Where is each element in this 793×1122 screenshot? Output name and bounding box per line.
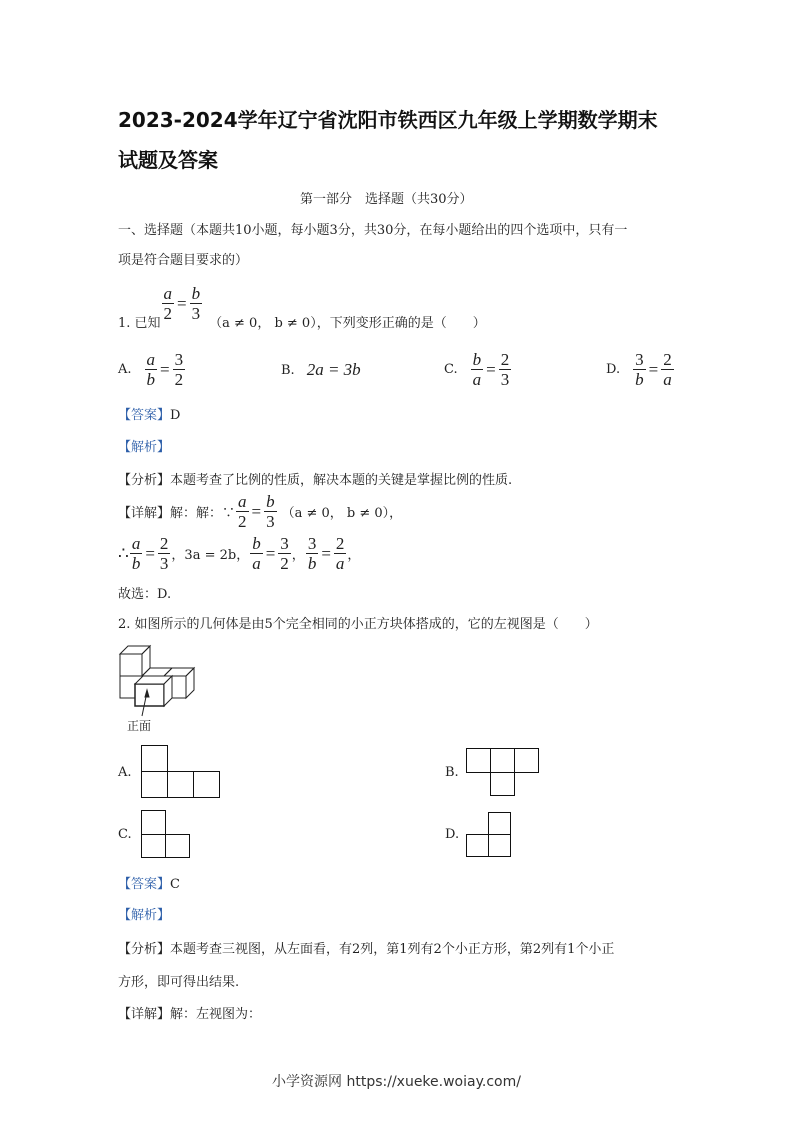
q1-fenxi: 【分析】本题考查了比例的性质，解决本题的关键是掌握比例的性质. bbox=[118, 473, 513, 488]
section-intro-2: 项是符合题目要求的） bbox=[118, 253, 249, 268]
q2-answer: 【答案】C bbox=[118, 877, 180, 892]
option-a[interactable]: A. $\frac{a}{b}$ = $\frac{3}{2}$ bbox=[118, 350, 184, 389]
q1-xiangjie: 【详解】 解：解：∵ $\frac{a}{2}$ = $\frac{b}{3}$ （a ≠ 0， b ≠ 0）， bbox=[118, 492, 403, 531]
option-b[interactable]: B. 2a = 3b bbox=[281, 360, 361, 379]
question-1-condition: （a ≠ 0， b ≠ 0），下列变形正确的是（ ） bbox=[209, 316, 486, 331]
q1-derivation: ∴ $\frac{a}{b}$ = $\frac{2}{3}$ ，3a = 2b， $\frac{b}{a}$ = $\frac{3}{2}$ ， $\frac{3}{b}$ = $\frac{2}{a}$ ， bbox=[118, 534, 361, 573]
title-line-2: 试题及答案 bbox=[118, 148, 218, 172]
option-c[interactable]: C. $\frac{b}{a}$ = $\frac{2}{3}$ bbox=[444, 350, 510, 389]
front-label: 正面 bbox=[127, 719, 152, 733]
q1-analysis-label: 【解析】 bbox=[118, 440, 171, 455]
question-2: 2. 如图所示的几何体是由5个完全相同的小正方块体搭成的，它的左视图是（ ） bbox=[118, 617, 598, 632]
part-heading: 第一部分 选择题（共30分） bbox=[300, 192, 473, 207]
title-line-1: 2023-2024学年辽宁省沈阳市铁西区九年级上学期数学期末 bbox=[118, 108, 658, 132]
section-intro-1: 一、选择题（本题共10小题，每小题3分，共30分，在每小题给出的四个选项中，只有一 bbox=[118, 223, 628, 238]
fraction: $\frac{b}{3}$ bbox=[191, 284, 201, 323]
q2-option-d-label[interactable]: D. bbox=[445, 827, 460, 842]
q1-conclusion: 故选：D. bbox=[118, 587, 172, 602]
q2-fenxi-1: 【分析】本题考查三视图，从左面看，有2列，第1列有2个小正方形，第2列有1个小正 bbox=[118, 942, 615, 957]
option-d[interactable]: D. $\frac{3}{b}$ = $\frac{2}{a}$ bbox=[606, 350, 672, 389]
q2-option-a-label[interactable]: A. bbox=[118, 765, 132, 780]
fraction: $\frac{a}{2}$ bbox=[163, 284, 173, 323]
footer-watermark: 小学资源网 https://xueke.woiay.com/ bbox=[272, 1074, 521, 1090]
q1-answer: 【答案】D bbox=[118, 408, 181, 423]
q2-option-b-label[interactable]: B. bbox=[445, 765, 459, 780]
question-1: 1. 已知 $\frac{a}{2}$ = $\frac{b}{3}$ （a ≠ 0， b ≠ 0），下列变形正确的是（ ） bbox=[118, 284, 486, 331]
q2-fenxi-2: 方形，即可得出结果. bbox=[118, 975, 240, 990]
q2-option-c-label[interactable]: C. bbox=[118, 827, 132, 842]
q2-analysis-label: 【解析】 bbox=[118, 908, 171, 923]
q2-xiangjie: 【详解】解：左视图为： bbox=[118, 1007, 262, 1022]
question-1-prefix: 1. 已知 bbox=[118, 316, 161, 331]
